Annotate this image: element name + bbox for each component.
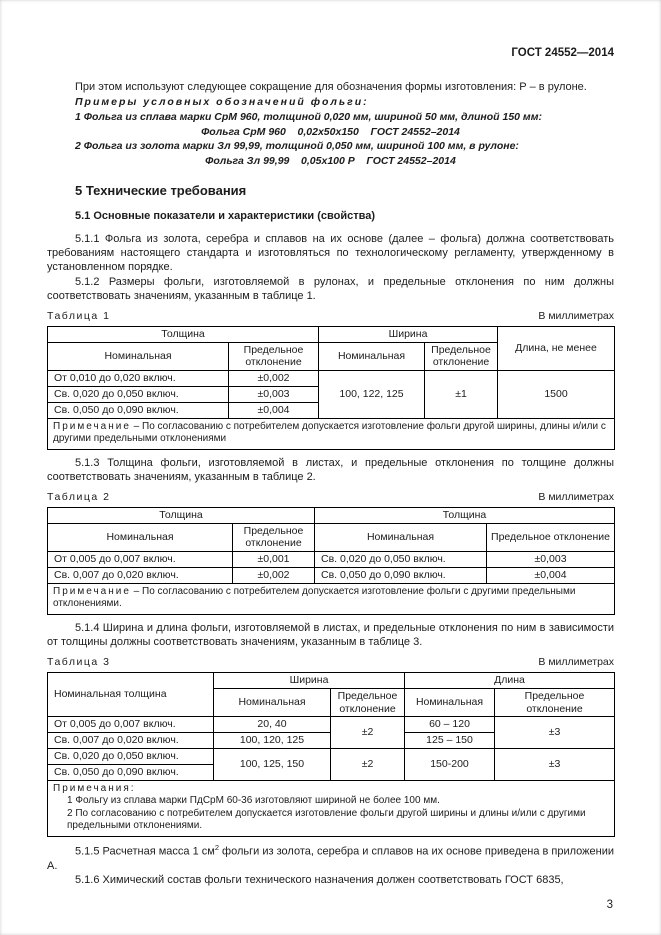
table-3-notes [48,780,615,836]
table-header-cell: Предельное отклонение [487,523,615,552]
example-2-text: 2 Фольга из золота марки Зл 99,99, толщиной 0,050 мм, шириной 100 мм, в рулоне: [75,140,519,153]
example-1-text: 1 Фольга из сплава марки СрМ 960, толщиной 0,020 мм, шириной 50 мм, длиной 150 мм: [75,110,542,123]
table-header-cell: Номинальная [405,688,495,717]
table-cell: От 0,005 до 0,007 включ. [48,717,214,733]
table-cell: Св. 0,007 до 0,020 включ. [48,733,214,749]
table-2-units: В миллиметрах [538,491,614,504]
table-header-cell: Предельное отклонение [229,342,319,371]
table-3 [47,672,615,837]
table-header-cell: Толщина [315,507,615,523]
table-header-cell: Предельное отклонение [331,688,405,717]
note-label: Примечание [53,420,131,432]
table-2-meta [47,491,614,505]
table-header-cell: Толщина [48,507,315,523]
table-row [48,780,615,836]
table-cell: ±3 [495,717,615,749]
table-1 [47,326,615,450]
table-3-caption: Таблица 3 [47,656,111,669]
table-cell: 125 – 150 [405,733,495,749]
clause-5-1-5-text-rest: фольги из золота, серебра и сплавов на их основе приведена в приложении А. [47,845,614,872]
table-header-cell: Длина [405,672,615,688]
table-header-cell: Предельное отклонение [233,523,315,552]
note-text: – По согласованию с потребителем допускается изготовление фольги с другими предельными отклонениями. [53,585,576,610]
table-cell: ±0,001 [233,552,315,568]
table-3-meta [47,656,614,670]
table-cell: 100, 125, 150 [214,748,331,780]
table-cell: ±2 [331,717,405,749]
table-header-cell: Ширина [214,672,405,688]
table-1-meta [47,310,614,324]
clause-5-1-2: 5.1.2 Размеры фольги, изготовляемой в рулонах, и предельные отклонения по ним должны соответствовать значениям, указанным в таблице 1. [47,275,614,302]
note-1: 1 Фольгу из сплава марки ПдСрМ 60-36 изготовляют шириной не более 100 мм. [67,795,440,807]
table-cell: ±0,003 [229,386,319,402]
table-header-cell: Номинальная [48,523,233,552]
table-cell: ±3 [495,748,615,780]
table-1-units: В миллиметрах [538,310,614,323]
table-2-note [48,583,615,614]
table-cell: Св. 0,020 до 0,050 включ. [48,748,214,764]
table-header-cell: Толщина [48,326,319,342]
notes-label: Примечания: [53,782,136,794]
table-cell: Св. 0,050 до 0,090 включ. [48,764,214,780]
table-row [48,552,615,568]
clause-5-1-5-text: 5.1.5 Расчетная масса 1 см [75,845,215,858]
table-row [48,583,615,614]
table-cell: Св. 0,020 до 0,050 включ. [315,552,487,568]
table-cell: 60 – 120 [405,717,495,733]
table-header-cell: Ширина [319,326,498,342]
table-cell: ±0,004 [487,567,615,583]
table-header-cell: Номинальная [214,688,331,717]
table-cell: От 0,005 до 0,007 включ. [48,552,233,568]
table-3-units: В миллиметрах [538,656,614,669]
table-row [48,418,615,449]
table-header-cell: Предельное отклонение [425,342,498,371]
table-cell: ±0,002 [233,567,315,583]
table-cell: Св. 0,050 до 0,090 включ. [48,402,229,418]
examples-heading: Примеры условных обозначений фольги: [75,96,369,109]
table-cell: 20, 40 [214,717,331,733]
intro-paragraph: При этом используют следующее сокращение для обозначения формы изготовления: Р – в рулоне. [75,80,587,93]
table-cell: ±1 [425,371,498,418]
table-header-cell: Номинальная [315,523,487,552]
example-2-designation: Фольга Зл 99,99 0,05х100 Р ГОСТ 24552–2014 [205,154,456,167]
table-row [48,748,615,764]
table-row [48,371,615,387]
note-label: Примечание [53,585,131,597]
clause-5-1-6: 5.1.6 Химический состав фольги технического назначения должен соответствовать ГОСТ 6835, [75,873,564,886]
table-cell: Св. 0,020 до 0,050 включ. [48,386,229,402]
clause-5-1-4: 5.1.4 Ширина и длина фольги, изготовляемой в листах, и предельные отклонения по ним в зависимости от толщины должны соответствовать значениям, указанным в таблице 3. [47,621,614,649]
clause-5-1-3: 5.1.3 Толщина фольги, изготовляемой в листах, и предельные отклонения по толщине должны соответствовать значениям, указанным в таблице 2. [47,456,614,483]
table-1-caption: Таблица 1 [47,310,111,323]
table-cell: Св. 0,007 до 0,020 включ. [48,567,233,583]
table-cell: ±2 [331,748,405,780]
section-5-1-title: 5.1 Основные показатели и характеристики (свойства) [75,210,375,223]
page-number: 3 [606,899,613,911]
section-5-title: 5 Технические требования [75,183,247,199]
table-header-cell: Номинальная [48,342,229,371]
superscript-2: 2 [214,842,219,852]
table-row [48,717,615,733]
table-cell: ±0,004 [229,402,319,418]
note-2: 2 По согласованию с потребителем допускается изготовление фольги другой ширины и длины и/или с другими предельными отклонениями. [67,807,586,832]
table-cell: От 0,010 до 0,020 включ. [48,371,229,387]
table-cell: 100, 120, 125 [214,733,331,749]
table-header-cell: Номинальная [319,342,425,371]
clause-5-1-1: 5.1.1 Фольга из золота, серебра и сплавов на их основе (далее – фольга) должна соответствовать требованиям настоящего стандарта и изготовляться по технологическому регламенту, утвержденному в установленном порядке. [47,232,614,274]
doc-number: ГОСТ 24552—2014 [511,47,614,59]
table-2 [47,507,615,615]
table-cell: 100, 122, 125 [319,371,425,418]
table-cell: 150-200 [405,748,495,780]
table-cell: Св. 0,050 до 0,090 включ. [315,567,487,583]
note-text: – По согласованию с потребителем допускается изготовление фольги другой ширины, длины и/или с другими предельными отклонениями [53,420,606,445]
table-cell: ±0,002 [229,371,319,387]
table-header-cell: Предельное отклонение [495,688,615,717]
table-cell: 1500 [498,371,615,418]
clause-5-1-5 [47,843,614,873]
example-1-designation: Фольга СрМ 960 0,02х50х150 ГОСТ 24552–2014 [201,125,460,138]
table-header-cell: Номинальная толщина [48,672,214,716]
table-cell: ±0,003 [487,552,615,568]
table-row [48,567,615,583]
table-1-note [48,418,615,449]
table-2-caption: Таблица 2 [47,491,111,504]
table-header-cell: Длина, не менее [498,326,615,370]
